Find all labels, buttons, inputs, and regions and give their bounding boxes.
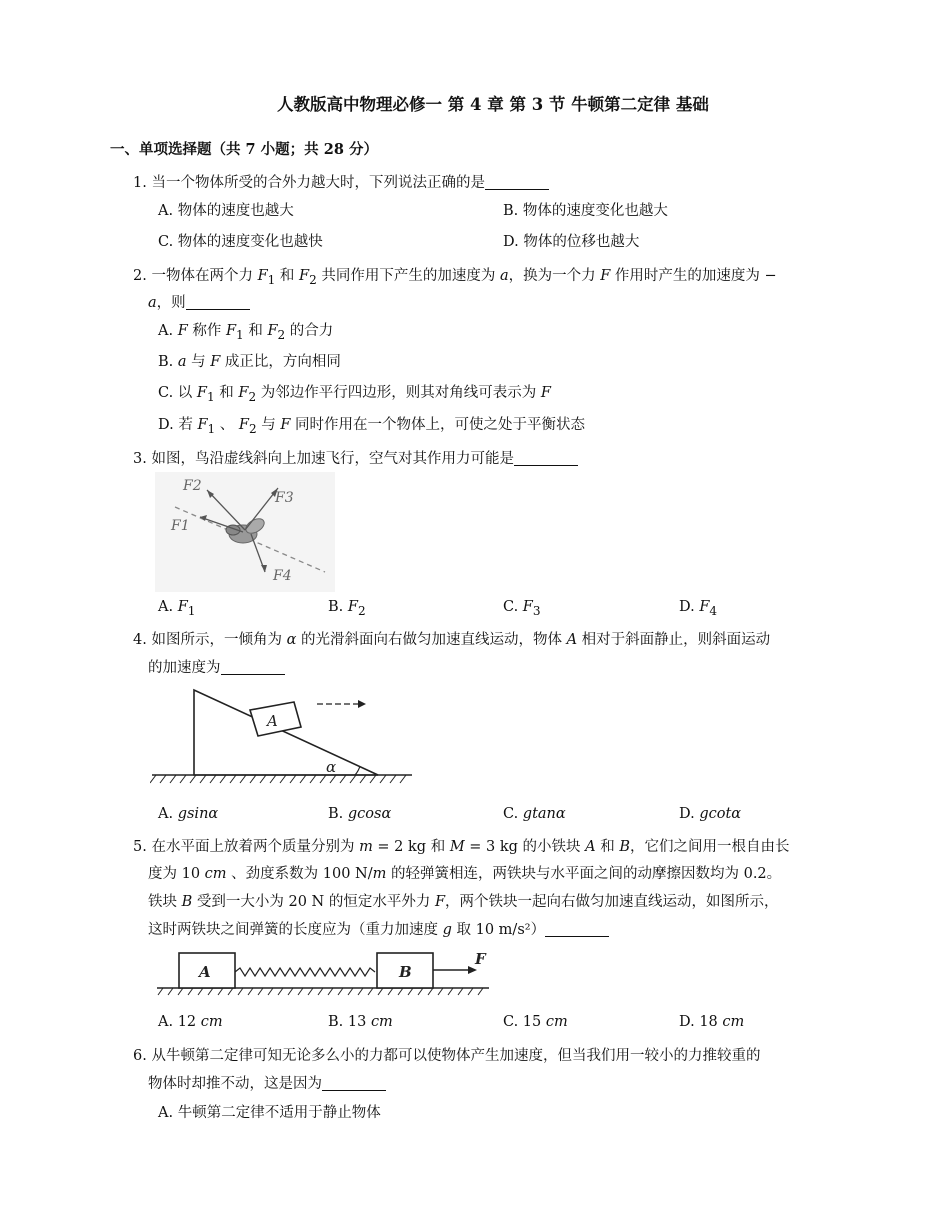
angle-arc [355, 766, 360, 775]
question-2-stem-line2: a，则 [148, 291, 250, 312]
angle-label: α [326, 758, 337, 776]
q5-option-c: C. 15 cm [503, 1014, 568, 1030]
q4-option-c: C. gtanα [503, 806, 566, 822]
q4-option-b: B. gcosα [328, 806, 392, 822]
q5-option-a: A. 12 cm [158, 1014, 223, 1030]
q3-option-b: B. $F_2$ [328, 599, 366, 618]
question-1-stem: 1. 当一个物体所受的合外力越大时，下列说法正确的是 [133, 171, 549, 192]
question-5-stem-line1: 5. 在水平面上放着两个质量分别为 m = 2 kg 和 M = 3 kg 的小铁块 A 和 B，它们之间用一根自由长 [133, 839, 790, 855]
block-b-label: B [399, 963, 412, 981]
question-5-stem-line3: 铁块 B 受到一大小为 20 N 的恒定水平外力 F，两个铁块一起向右做匀加速直线运动，如图所示， [148, 894, 779, 910]
question-6-stem-line2: 物体时却推不动，这是因为 [148, 1072, 386, 1093]
block-a-label: A [199, 963, 211, 981]
q2-option-d: D. 若 $F_1$ 、 $F_2$ 与 F 同时作用在一个物体上，可使之处于平衡状态 [158, 417, 586, 436]
spring-blocks-figure [155, 948, 495, 1000]
answer-blank [485, 175, 549, 191]
section-heading: 一、单项选择题（共 7 小题；共 28 分） [110, 141, 378, 158]
question-6-stem-line1: 6. 从牛顿第二定律可知无论多么小的力都可以使物体产生加速度，但当我们用一较小的力推较重的 [133, 1048, 761, 1064]
spring [235, 968, 375, 976]
ground-hatch [150, 775, 406, 783]
q3-option-c: C. $F_3$ [503, 599, 541, 618]
block-a-label: A [267, 712, 278, 730]
q5-option-d: D. 18 cm [679, 1014, 745, 1030]
q1-option-a: A. 物体的速度也越大 [158, 203, 294, 219]
q4-option-a: A. gsinα [158, 806, 219, 822]
question-2-stem: 2. 一物体在两个力 $F_1$ 和 $F_2$ 共同作用下产生的加速度为 a，换为一个力 F 作用时产生的加速度为 − [133, 268, 777, 287]
floor-hatch [158, 988, 483, 995]
answer-blank [186, 295, 250, 311]
force-label: F [475, 950, 486, 968]
f3-label: F3 [275, 490, 294, 506]
q3-option-a: A. $F_1$ [158, 599, 196, 618]
answer-blank [514, 451, 578, 467]
q2-option-b: B. a 与 F 成正比，方向相同 [158, 354, 341, 370]
answer-blank [545, 922, 609, 938]
bird-force-figure [155, 472, 335, 592]
page-title: 人教版高中物理必修一 第 4 章 第 3 节 牛顿第二定律 基础 [277, 95, 709, 114]
question-3-stem: 3. 如图，鸟沿虚线斜向上加速飞行，空气对其作用力可能是 [133, 447, 578, 468]
question-5-stem-line2: 度为 10 cm 、劲度系数为 100 N/m 的轻弹簧相连，两铁块与水平面之间的动摩擦因数均为 0.2。 [148, 866, 782, 882]
f4-label: F4 [273, 568, 292, 584]
q1-option-d: D. 物体的位移也越大 [503, 234, 640, 250]
q5-option-b: B. 13 cm [328, 1014, 393, 1030]
f2-label: F2 [183, 478, 202, 494]
question-5-stem-line4: 这时两铁块之间弹簧的长度应为（重力加速度 g 取 10 m/s²） [148, 918, 609, 939]
q4-option-d: D. gcotα [679, 806, 742, 822]
incline-figure [150, 680, 415, 792]
f1-label: F1 [171, 518, 190, 534]
q2-option-a: A. F 称作 $F_1$ 和 $F_2$ 的合力 [158, 323, 334, 342]
answer-blank [322, 1076, 386, 1092]
q2-option-c: C. 以 $F_1$ 和 $F_2$ 为邻边作平行四边形，则其对角线可表示为 F [158, 385, 551, 404]
q1-option-b: B. 物体的速度变化也越大 [503, 203, 668, 219]
answer-blank [221, 660, 285, 676]
question-4-stem: 4. 如图所示，一倾角为 α 的光滑斜面向右做匀加速直线运动，物体 A 相对于斜面静止，则斜面运动 [133, 632, 771, 648]
q1-option-c: C. 物体的速度变化也越快 [158, 234, 323, 250]
q3-option-d: D. $F_4$ [679, 599, 718, 618]
q6-option-a: A. 牛顿第二定律不适用于静止物体 [158, 1105, 381, 1121]
question-4-stem-line2: 的加速度为 [148, 656, 285, 677]
